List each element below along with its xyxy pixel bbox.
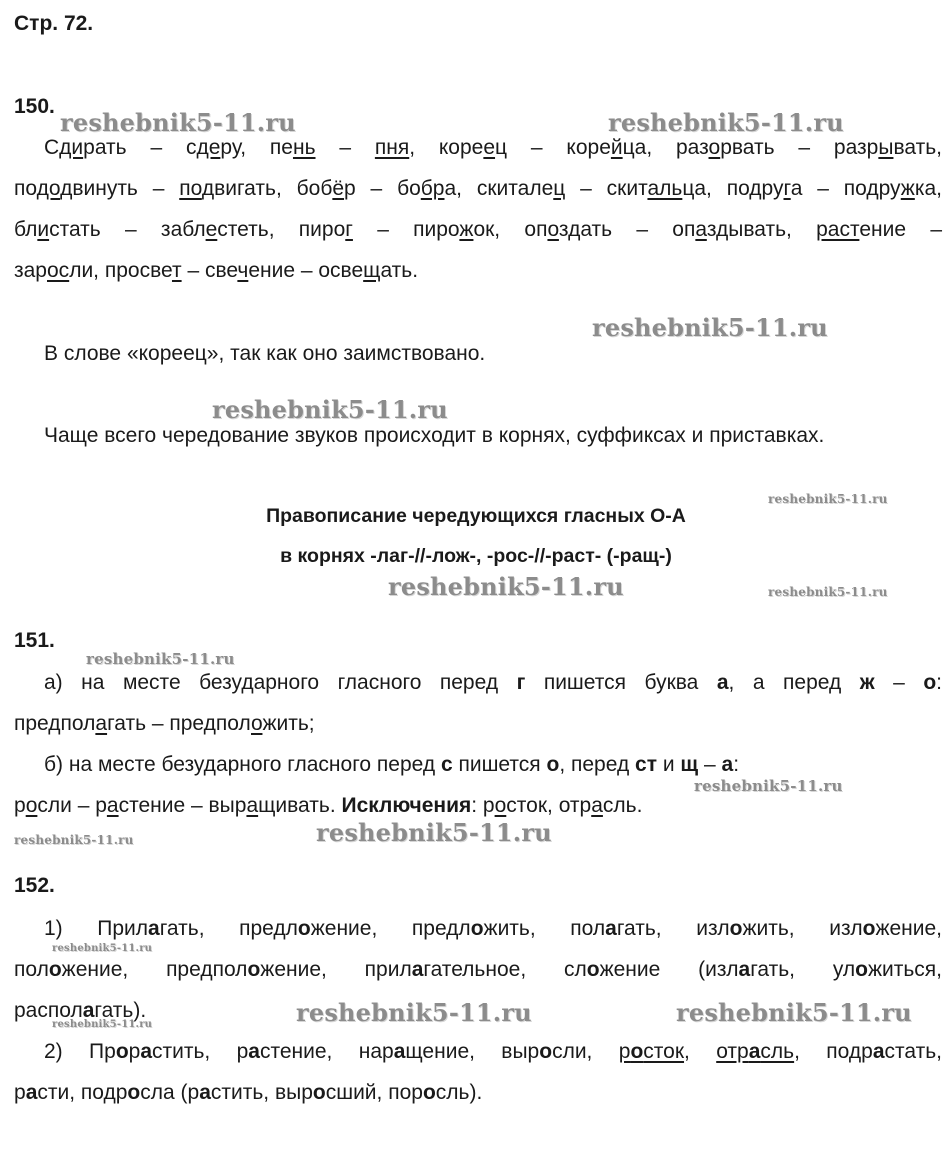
watermark: reshebnik5-11.ru xyxy=(768,585,888,599)
page-number: Стр. 72. xyxy=(14,12,94,35)
exercise-number: 152. xyxy=(14,874,55,897)
rule-subtitle: в корнях -лаг-//-лож-, -рос-//-раст- (-ращ-) xyxy=(280,545,672,567)
ex152-line-1: 1) Прилагать, предложение, предложить, полагать, изложить, изложение, xyxy=(44,917,943,940)
ex152-line-4: 2) Прорастить, растение, наращение, выросли, росток, отрасль, подрастать, xyxy=(44,1040,943,1063)
watermark: reshebnik5-11.ru xyxy=(388,572,624,601)
watermark: reshebnik5-11.ru xyxy=(316,818,552,847)
watermark: reshebnik5-11.ru xyxy=(768,492,888,506)
exercise-number: 151. xyxy=(14,629,55,652)
ex150-line-4: заросли, просвет – свечение – освещать. xyxy=(14,259,419,282)
watermark: reshebnik5-11.ru xyxy=(60,108,296,137)
watermark: reshebnik5-11.ru xyxy=(212,395,448,424)
watermark: reshebnik5-11.ru xyxy=(52,943,153,954)
ex152-line-2: положение, предположение, прилагательное, сложение (излагать, уложиться, xyxy=(14,958,942,981)
watermark: reshebnik5-11.ru xyxy=(296,998,532,1027)
watermark: reshebnik5-11.ru xyxy=(52,1019,153,1030)
watermark: reshebnik5-11.ru xyxy=(14,833,134,847)
ex152-line-5: расти, подросла (растить, выросший, поросль). xyxy=(14,1081,483,1104)
rule-title: Правописание чередующихся гласных О-А xyxy=(266,505,686,527)
watermark: reshebnik5-11.ru xyxy=(676,998,912,1027)
ex151-a-line: а) на месте безударного гласного перед г пишется буква а, а перед ж – о: xyxy=(44,671,943,694)
ex150-line-1: Сдирать – сдеру, пень – пня, кореец – корейца, разорвать – разрывать, xyxy=(44,136,942,159)
ex151-a-line-2: предполагать – предположить; xyxy=(14,712,315,735)
ex151-b-line: б) на месте безударного гласного перед с пишется о, перед ст и щ – а: xyxy=(44,753,740,776)
ex152-line-3: располагать). xyxy=(14,999,147,1022)
watermark: reshebnik5-11.ru xyxy=(86,650,235,668)
ex151-b-line-2: росли – растение – выращивать. Исключения: росток, отрасль. xyxy=(14,794,643,817)
ex150-note-2: Чаще всего чередование звуков происходит в корнях, суффиксах и приставках. xyxy=(44,424,825,447)
watermark: reshebnik5-11.ru xyxy=(608,108,844,137)
watermark: reshebnik5-11.ru xyxy=(694,777,843,795)
watermark: reshebnik5-11.ru xyxy=(592,313,828,342)
ex150-line-3: блистать – заблестеть, пирог – пирожок, опоздать – опаздывать, растение – xyxy=(14,218,942,241)
exercise-number: 150. xyxy=(14,95,55,118)
ex150-line-2: пододвинуть – подвигать, бобёр – бобра, скиталец – скитальца, подруга – подружка, xyxy=(14,177,942,200)
ex150-note-1: В слове «кореец», так как оно заимствовано. xyxy=(44,342,486,365)
